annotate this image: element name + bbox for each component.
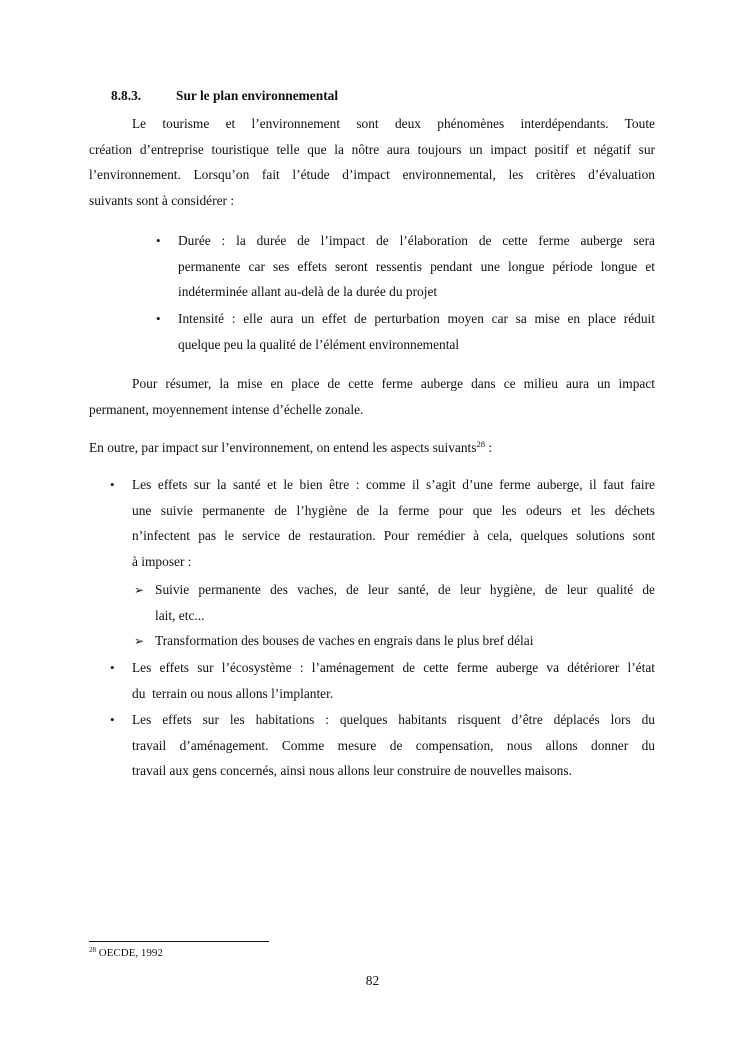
aspect-sante: [132, 472, 655, 574]
footnote-number: 28: [89, 946, 96, 954]
aspect-line: travail aux gens concernés, ainsi nous allons leur construire de nouvelles maisons.: [132, 763, 572, 779]
criterion-line: quelque peu la qualité de l’élément environnemental: [178, 336, 460, 352]
summary-paragraph: [89, 371, 655, 422]
bullet-icon: •: [110, 477, 115, 492]
intro-line-2: création d’entreprise touristique telle que la nôtre aura toujours un impact positif et négatif sur: [89, 141, 655, 157]
criterion-line: Durée : la durée de l’impact de l’élaboration de cette ferme auberge sera: [178, 233, 655, 248]
aspect-line: du terrain ou nous allons l’implanter.: [132, 685, 334, 701]
aspect-line: n’infectent pas le service de restauration. Pour remédier à cela, quelques solutions sont: [132, 528, 655, 544]
footnote-separator: [89, 941, 269, 942]
aspect-habitations: [132, 707, 655, 784]
bullet-icon: •: [156, 233, 161, 248]
bullet-icon: •: [110, 660, 115, 675]
footnote: [89, 947, 163, 959]
aspect-line: travail d’aménagement. Comme mesure de compensation, nous allons donner du: [132, 737, 655, 753]
intro-line-4: suivants sont à considérer :: [89, 192, 235, 208]
aspect-line: Les effets sur l’écosystème : l’aménagement de cette ferme auberge va détériorer l’état: [132, 660, 655, 675]
bullet-icon: •: [110, 712, 115, 727]
aspect-line: à imposer :: [132, 553, 192, 569]
footnote-reference: 28: [476, 439, 485, 449]
intro-paragraph: [89, 111, 655, 213]
solution-vaches: [155, 577, 655, 628]
aspects-intro: En outre, par impact sur l’environnement, on entend les aspects suivants$^{28}$ :: [89, 439, 493, 455]
solution-bouses: [155, 628, 655, 654]
solution-line: Suivie permanente des vaches, de leur santé, de leur hygiène, de leur qualité de: [155, 582, 655, 597]
solution-line: lait, etc...: [155, 607, 205, 623]
aspect-line: une suivie permanente de l’hygiène de la ferme pour que les odeurs et les déchets: [132, 502, 655, 518]
page-number: 82: [365, 973, 380, 988]
aspect-line: Les effets sur la santé et le bien être : comme il s’agit d’une ferme auberge, il faut faire: [132, 477, 655, 492]
aspects-intro-text: En outre, par impact sur l’environnement, on entend les aspects suivants: [89, 440, 477, 455]
footnote-text: OECDE, 1992: [96, 947, 163, 959]
section-heading: [111, 88, 338, 104]
section-title: Sur le plan environnemental: [176, 88, 339, 103]
criterion-intensite: [178, 306, 655, 357]
aspect-ecosysteme: [132, 655, 655, 706]
criterion-line: permanente car ses effets seront ressentis pendant une longue période longue et: [178, 258, 655, 274]
summary-line-1: Pour résumer, la mise en place de cette ferme auberge dans ce milieu aura un impact: [132, 376, 655, 391]
criterion-line: Intensité : elle aura un effet de perturbation moyen car sa mise en place réduit: [178, 311, 655, 326]
aspect-line: Les effets sur les habitations : quelques habitants risquent d’être déplacés lors du: [132, 712, 655, 727]
criterion-line: indéterminée allant au-delà de la durée du projet: [178, 284, 438, 300]
solution-line: Transformation des bouses de vaches en engrais dans le plus bref délai: [155, 633, 534, 648]
bullet-icon: •: [156, 311, 161, 326]
arrow-bullet-icon: ➢: [134, 634, 145, 648]
summary-line-2: permanent, moyennement intense d’échelle zonale.: [89, 401, 364, 417]
section-number: 8.8.3.: [111, 88, 142, 103]
criterion-duree: [178, 228, 655, 305]
arrow-bullet-icon: ➢: [134, 583, 145, 597]
intro-line-1: Le tourisme et l’environnement sont deux phénomènes interdépendants. Toute: [132, 116, 655, 131]
intro-line-3: l’environnement. Lorsqu’on fait l’étude d’impact environnemental, les critères d’évaluation: [89, 167, 655, 183]
